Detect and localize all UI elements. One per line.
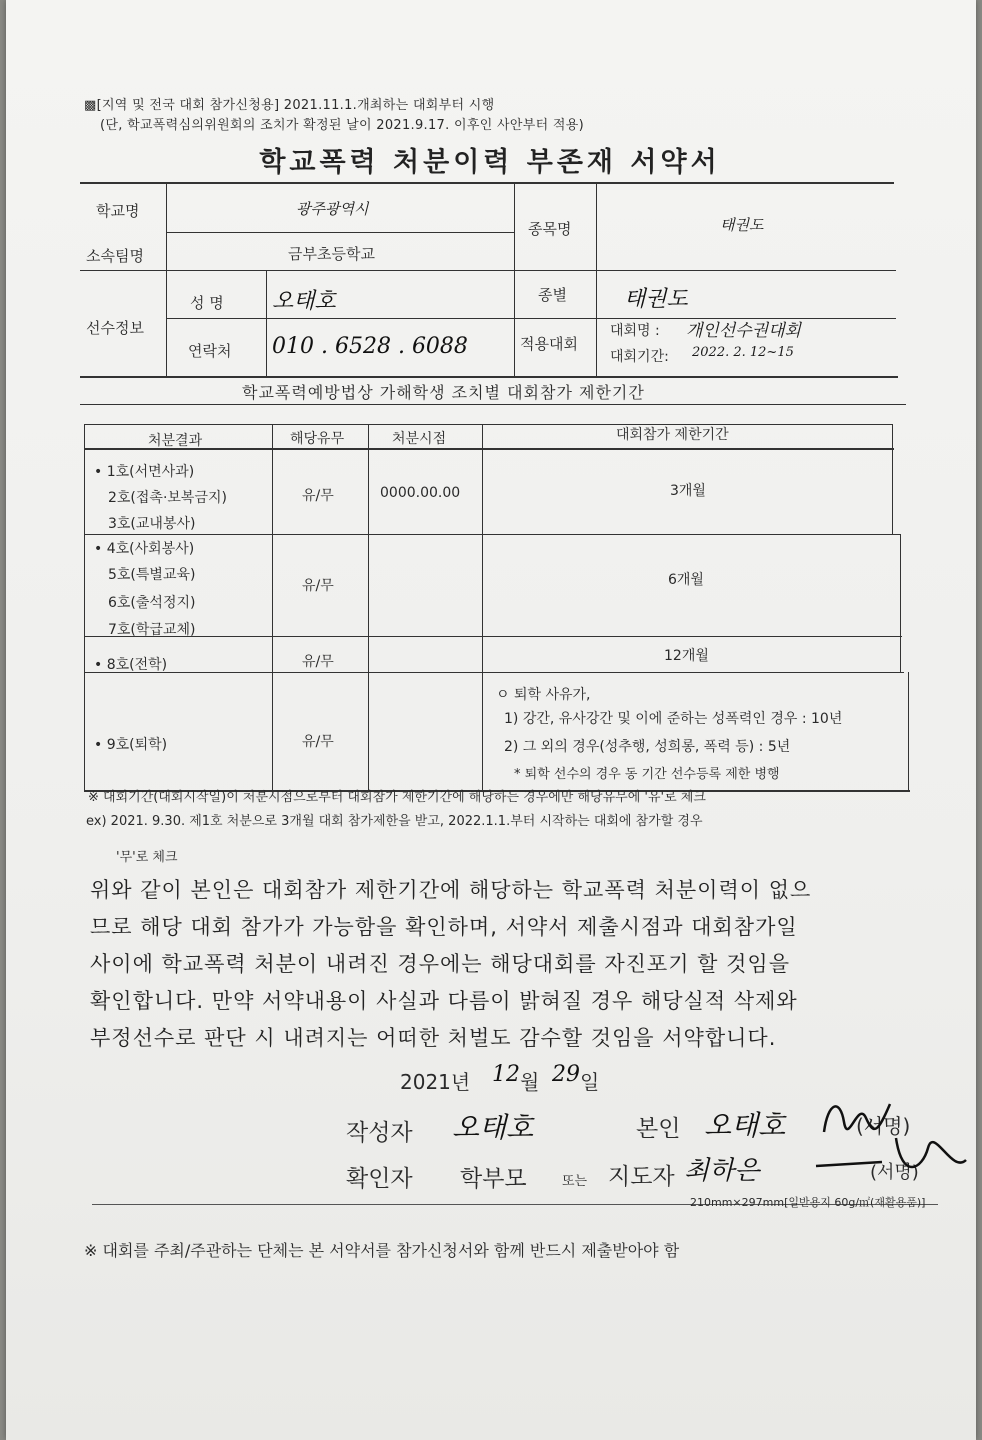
contact-value: 010 . 6528 . 6088 bbox=[272, 334, 468, 359]
meet-period-label: 대회기간: bbox=[610, 349, 669, 365]
table-col-divider bbox=[272, 424, 273, 792]
contact-label: 연락처 bbox=[188, 342, 232, 360]
table-col-divider bbox=[482, 424, 483, 792]
pledge-line: 사이에 학교폭력 처분이 내려진 경우에는 해당대회를 자진포기 할 것임을 bbox=[90, 952, 790, 976]
team-value: 금부초등학교 bbox=[288, 245, 375, 263]
note-2: ex) 2021. 9.30. 제1호 처분으로 3개월 대회 참가제한을 받고, 2022.1.1.부터 시작하는 대회에 참가할 경우 bbox=[86, 814, 703, 829]
table-row-divider bbox=[84, 534, 900, 535]
sport-value: 태권도 bbox=[720, 216, 764, 234]
table-right-border bbox=[900, 534, 901, 672]
or-label: 또는 bbox=[562, 1174, 588, 1189]
pledge-line: 부정선수로 판단 시 내려지는 어떠한 처벌도 감수할 것임을 서약합니다. bbox=[90, 1026, 777, 1050]
table-row-item: 6호(출석정지) bbox=[108, 595, 196, 611]
table-row-limit: 3개월 bbox=[670, 483, 706, 499]
meet-period-value: 2022. 2. 12~15 bbox=[692, 345, 794, 360]
table-row-divider bbox=[84, 672, 904, 673]
header-line-1: ▩[지역 및 전국 대회 참가신청용] 2021.11.1.개최하는 대회부터 시행 bbox=[84, 98, 495, 113]
coach-signature-scribble bbox=[812, 1130, 972, 1186]
school-label: 학교명 bbox=[96, 202, 140, 220]
table-row-item: • 8호(전학) bbox=[94, 657, 168, 673]
table-left-border bbox=[84, 424, 85, 792]
info-table-bottom-border bbox=[80, 376, 898, 378]
col-header-limit: 대회참가 제한기간 bbox=[616, 427, 729, 443]
col-header-result: 처분결과 bbox=[148, 433, 203, 449]
table-top-border bbox=[84, 424, 892, 425]
sport-label: 종목명 bbox=[528, 220, 572, 238]
table-right-border bbox=[892, 424, 893, 534]
parent-label: 학부모 bbox=[460, 1166, 527, 1192]
date-year: 2021년 bbox=[400, 1070, 471, 1094]
pledge-paragraph bbox=[90, 872, 930, 1057]
section-divider bbox=[80, 404, 906, 405]
date-day-value: 29 bbox=[552, 1062, 580, 1087]
table-row-yn: 유/무 bbox=[302, 734, 334, 750]
coach-label: 지도자 bbox=[608, 1164, 675, 1190]
self-label: 본인 bbox=[636, 1116, 681, 1142]
table-row-limit: 12개월 bbox=[664, 648, 709, 664]
table-row-yn: 유/무 bbox=[302, 654, 334, 670]
document-title: 학교폭력 처분이력 부존재 서약서 bbox=[259, 147, 721, 178]
table-row-limit: 6개월 bbox=[668, 572, 704, 588]
name-value: 오태호 bbox=[272, 289, 336, 314]
category-value: 태권도 bbox=[624, 287, 688, 312]
info-col-divider bbox=[266, 271, 267, 377]
pledge-line: 위와 같이 본인은 대회참가 제한기간에 해당하는 학교폭력 처분이력이 없으 bbox=[90, 878, 812, 902]
table-header-bottom bbox=[84, 448, 894, 450]
table-row-limit-line: ㅇ 퇴학 사유가, bbox=[496, 687, 591, 703]
pledge-line: 확인합니다. 만약 서약내용이 사실과 다름이 밝혀질 경우 해당실적 삭제와 bbox=[90, 989, 798, 1013]
date-day-label: 일 bbox=[580, 1070, 600, 1094]
date-month-value: 12 bbox=[492, 1062, 520, 1087]
player-info-label: 선수정보 bbox=[86, 319, 144, 337]
coach-sign-suffix: (서명) bbox=[870, 1162, 919, 1183]
meet-name-value: 개인선수권대회 bbox=[686, 321, 801, 341]
meet-name-label: 대회명 : bbox=[610, 323, 660, 339]
table-row-limit-line: 2) 그 외의 경우(성추행, 성희롱, 폭력 등) : 5년 bbox=[504, 739, 791, 755]
info-col-divider bbox=[514, 183, 515, 377]
table-row-yn: 유/무 bbox=[302, 578, 334, 594]
table-row-yn: 유/무 bbox=[302, 488, 334, 504]
writer-signature: 오태호 bbox=[452, 1111, 534, 1144]
footer-note: ※ 대회를 주최/주관하는 단체는 본 서약서를 참가신청서와 함께 반드시 제출받아야 함 bbox=[84, 1241, 680, 1260]
info-col-divider bbox=[596, 183, 597, 377]
table-row-divider bbox=[84, 636, 902, 637]
self-sign-suffix: (서명) bbox=[856, 1114, 911, 1138]
table-row-limit-line: 1) 강간, 유사강간 및 이에 준하는 성폭력인 경우 : 10년 bbox=[504, 711, 843, 727]
table-row-item: • 9호(퇴학) bbox=[94, 737, 168, 753]
table-row-limit-line: * 퇴학 선수의 경우 동 기간 선수등록 제한 병행 bbox=[514, 767, 780, 782]
table-row-date: 0000.00.00 bbox=[380, 485, 461, 501]
section-title: 학교폭력예방법상 가해학생 조치별 대회참가 제한기간 bbox=[242, 383, 645, 402]
table-row-item: 2호(접촉·보복금지) bbox=[108, 490, 227, 506]
name-label: 성 명 bbox=[190, 294, 224, 312]
table-right-border bbox=[908, 672, 909, 792]
table-row-item: 3호(교내봉사) bbox=[108, 516, 196, 532]
self-signature: 오태호 bbox=[704, 1109, 786, 1142]
table-row-item: • 1호(서면사과) bbox=[94, 464, 195, 480]
table-col-divider bbox=[368, 424, 369, 792]
applied-meet-label: 적용대회 bbox=[520, 335, 578, 353]
confirmer-label: 확인자 bbox=[346, 1166, 413, 1192]
paper-spec: 210mm×297mm[일반용지 60g/㎡(재활용품)] bbox=[690, 1196, 926, 1209]
col-header-date: 처분시점 bbox=[392, 431, 447, 447]
col-header-applicable: 해당유무 bbox=[290, 431, 345, 447]
team-label: 소속팀명 bbox=[86, 247, 144, 265]
category-label: 종별 bbox=[538, 286, 567, 304]
info-row-divider bbox=[166, 232, 514, 233]
pledge-line: 므로 해당 대회 참가가 가능함을 확인하며, 서약서 제출시점과 대회참가일 bbox=[90, 915, 798, 939]
info-col-divider bbox=[166, 183, 167, 377]
table-row-item: • 4호(사회봉사) bbox=[94, 541, 195, 557]
writer-label: 작성자 bbox=[346, 1120, 413, 1146]
school-value: 광주광역시 bbox=[296, 200, 369, 218]
note-1: ※ 대회기간(대회시작일)이 처분시점으로부터 대회참가 제한기간에 해당하는 경우에만 해당유무에 '유'로 체크 bbox=[88, 790, 706, 805]
table-row-item: 7호(학급교체) bbox=[108, 622, 196, 638]
coach-signature: 최하은 bbox=[684, 1156, 760, 1186]
date-month-label: 월 bbox=[520, 1070, 540, 1094]
note-3: '무'로 체크 bbox=[116, 850, 178, 865]
header-line-2: (단, 학교폭력심의위원회의 조치가 확정된 날이 2021.9.17. 이후인 사안부터 적용) bbox=[100, 118, 584, 133]
table-row-item: 5호(특별교육) bbox=[108, 567, 196, 583]
info-table-top-border bbox=[80, 182, 894, 184]
info-table-divider bbox=[80, 270, 896, 271]
